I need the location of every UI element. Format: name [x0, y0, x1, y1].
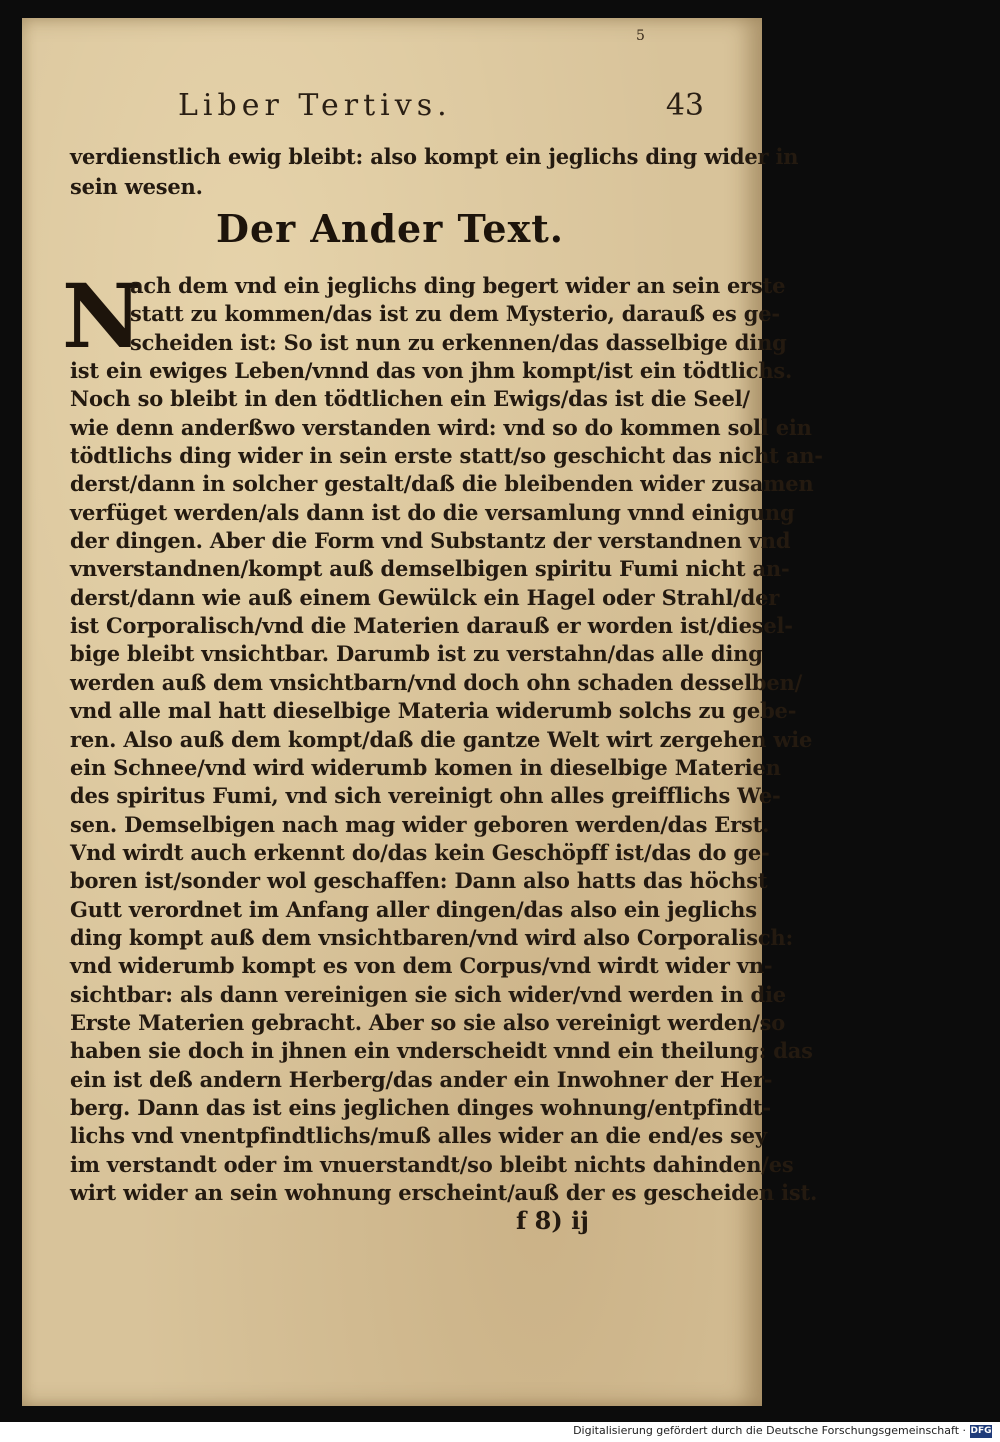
page-content	[62, 18, 823, 1406]
text-line: berg. Dann das ist eins jeglichen dinges wohnung/entpfindt-	[70, 1094, 771, 1120]
text-line: ren. Also auß dem kompt/daß die gantze Welt wirt zergehen wie	[70, 726, 813, 752]
text-line: vnd widerumb kompt es von dem Corpus/vnd wirdt wider vn-	[70, 953, 773, 979]
section-title: Der Ander Text.	[215, 206, 565, 251]
text-line: ach dem vnd ein jeglichs ding begert wider an sein erste	[130, 273, 786, 298]
text-line: vnd alle mal hatt dieselbige Materia widerumb solchs zu gebe-	[70, 698, 797, 724]
text-line: Vnd wirdt auch erkennt do/das kein Geschöpff ist/das do ge-	[70, 839, 770, 865]
text-line: sichtbar: als dann vereinigen sie sich wider/vnd werden in die	[70, 981, 786, 1007]
page-number: 43	[665, 88, 704, 123]
text-line: derst/dann wie auß einem Gewülck ein Hagel oder Strahl/der	[70, 584, 780, 610]
drop-initial: N	[62, 264, 143, 368]
text-line: des spiritus Fumi, vnd sich vereinigt ohn alles greifflichs We-	[70, 783, 781, 809]
text-line: bige bleibt vnsichtbar. Darumb ist zu verstahn/das alle ding	[70, 641, 763, 667]
text-line: der dingen. Aber die Form vnd Substantz der verstandnen vnd	[70, 528, 791, 554]
text-line: tödtlichs ding wider in sein erste statt/so geschicht das nicht an-	[70, 443, 823, 469]
text-line: lichs vnd vnentpfindtlichs/muß alles wider an die end/es sey	[70, 1123, 767, 1149]
running-head: Liber Tertivs.	[178, 88, 452, 123]
printer-mark: 5	[636, 28, 645, 44]
text-line: statt zu kommen/das ist zu dem Mysterio, darauß es ge-	[130, 301, 780, 327]
text-line: derst/dann in solcher gestalt/daß die bleibenden wider zusamen	[70, 471, 814, 497]
text-line: ist ein ewiges Leben/vnnd das von jhm kompt/ist ein tödtlichs.	[70, 358, 793, 384]
text-line: Noch so bleibt in den tödtlichen ein Ewigs/das ist die Seel/	[70, 386, 750, 412]
continuation-text	[70, 142, 799, 201]
text-line: wirt wider an sein wohnung erscheint/auß der es gescheiden ist.	[70, 1180, 818, 1205]
funding-notice: Digitalisierung gefördert durch die Deutsche Forschungsgemeinschaft ·	[573, 1424, 966, 1437]
text-line: haben sie doch in jhnen ein vnderscheidt vnnd ein theilung: das	[70, 1038, 813, 1064]
text-line: vnverstandnen/kompt auß demselbigen spiritu Fumi nicht an-	[70, 556, 790, 582]
text-line: scheiden ist: So ist nun zu erkennen/das dasselbige ding	[130, 329, 787, 355]
text-line: verdienstlich ewig bleibt: also kompt ein jeglichs ding wider in	[70, 144, 799, 169]
text-line: sein wesen.	[70, 173, 203, 199]
body-text	[70, 272, 823, 1207]
book-page	[22, 18, 823, 1406]
signature-mark: f 8) ij	[516, 1206, 589, 1235]
text-line: ein ist deß andern Herberg/das ander ein Inwohner der Her-	[70, 1066, 773, 1092]
text-line: ein Schnee/vnd wird widerumb komen in dieselbige Materien	[70, 754, 781, 780]
text-line: wie denn anderßwo verstanden wird: vnd so do kommen soll ein	[70, 414, 812, 440]
text-line: Erste Materien gebracht. Aber so sie also vereinigt werden/so	[70, 1009, 786, 1035]
footer-bar	[0, 1422, 1000, 1442]
text-line: werden auß dem vnsichtbarn/vnd doch ohn schaden desselben/	[70, 669, 803, 695]
text-line: Gutt verordnet im Anfang aller dingen/das also ein jeglichs	[70, 896, 757, 922]
dfg-logo-icon: DFG	[970, 1426, 992, 1436]
text-line: boren ist/sonder wol geschaffen: Dann also hatts das höchst	[70, 868, 768, 894]
text-line: ding kompt auß dem vnsichtbaren/vnd wird also Corporalisch:	[70, 924, 794, 950]
text-line: ist Corporalisch/vnd die Materien darauß er worden ist/diesel-	[70, 613, 793, 639]
text-line: sen. Demselbigen nach mag wider geboren werden/das Erst.	[70, 811, 770, 837]
text-line: im verstandt oder im vnuerstandt/so bleibt nichts dahinden/es	[70, 1151, 794, 1177]
text-line: verfüget werden/als dann ist do die versamlung vnnd einigung	[70, 499, 795, 525]
